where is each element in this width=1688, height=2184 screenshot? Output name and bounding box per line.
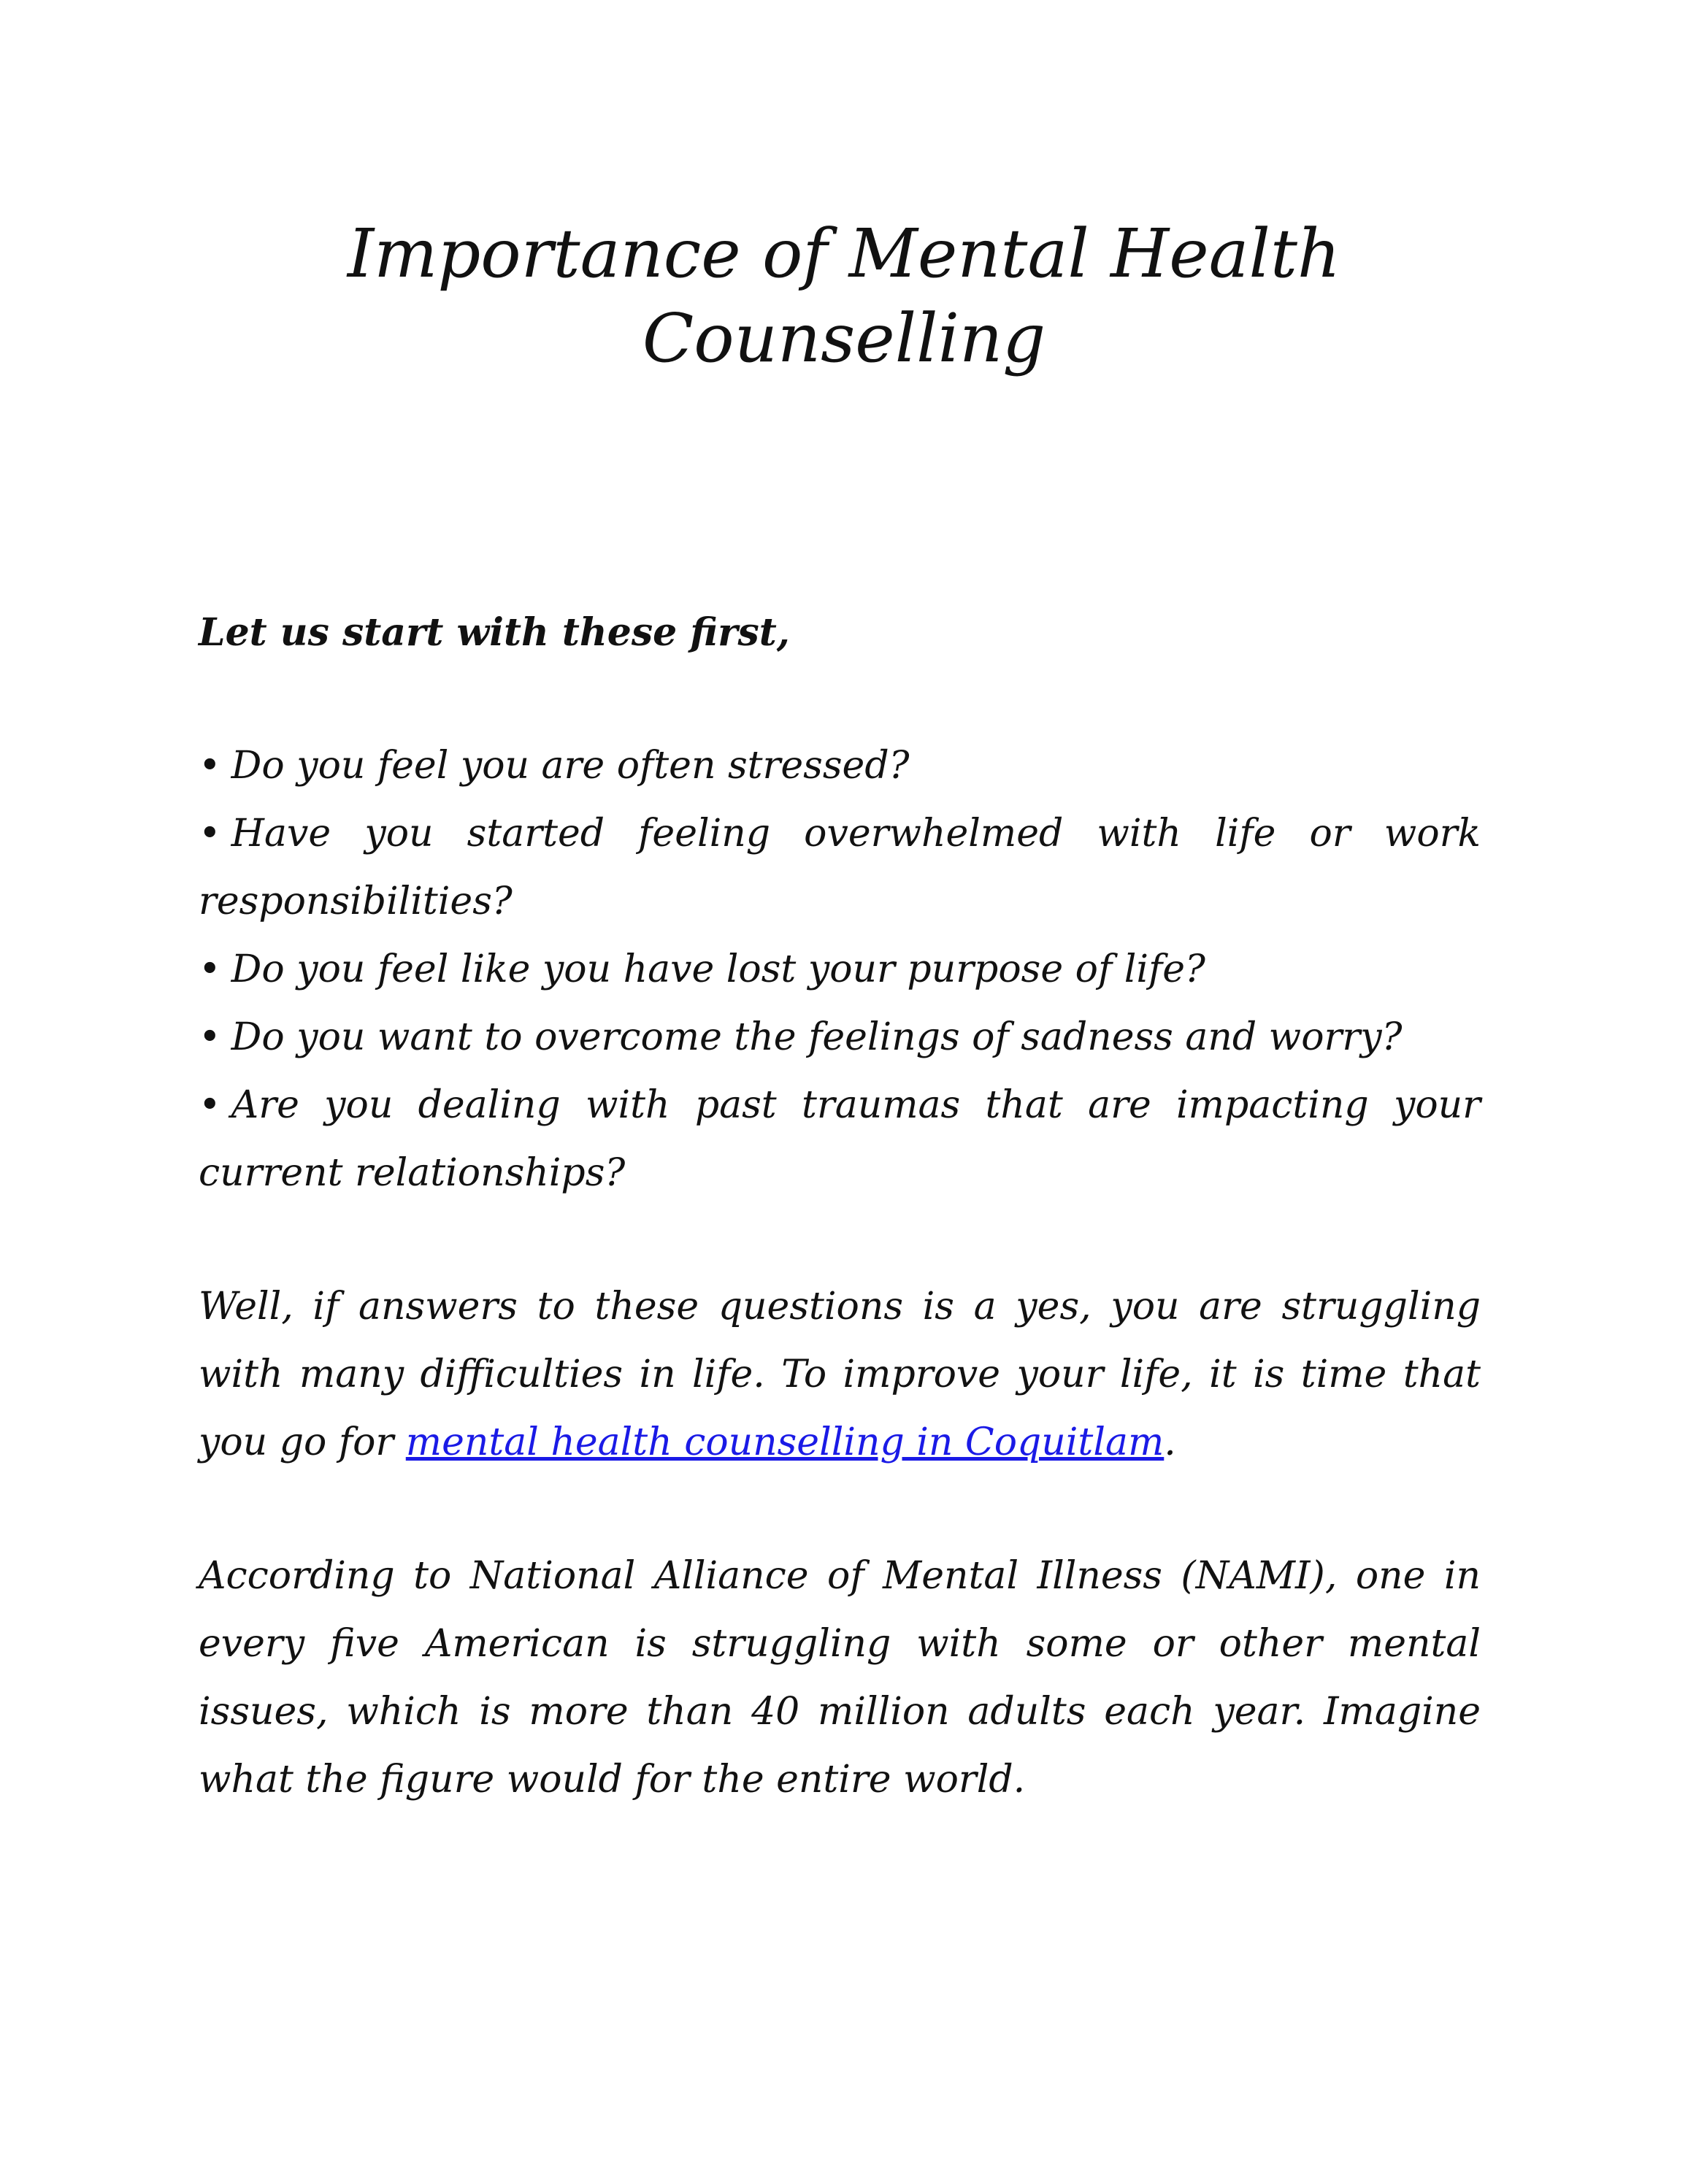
- question-text: Do you feel you are often stressed?: [231, 744, 910, 788]
- question-text: Do you want to overcome the feelings of sadness and worry?: [231, 1015, 1403, 1059]
- bullet-icon: •: [199, 1015, 221, 1059]
- list-item: [199, 800, 1481, 936]
- question-text: Have you started feeling overwhelmed with life or work responsibilities?: [199, 812, 1481, 923]
- question-list: [199, 732, 1481, 1207]
- list-item: [199, 1004, 1481, 1072]
- page-title-line-2: Counselling: [642, 299, 1046, 377]
- bullet-icon: •: [199, 812, 221, 855]
- bullet-icon: •: [199, 1083, 221, 1127]
- paragraph-answers-text: Well, if answers to these questions is a yes, you are struggling with many difficulties in life. To improve your life, it is time that you go for: [199, 1285, 1481, 1464]
- counselling-coquitlam-link[interactable]: mental health counselling in Coquitlam: [405, 1420, 1165, 1464]
- bullet-icon: •: [199, 947, 221, 991]
- question-text: Are you dealing with past traumas that are impacting your current relationships?: [199, 1083, 1481, 1195]
- paragraph-answers-period: .: [1164, 1420, 1176, 1464]
- question-text: Do you feel like you have lost your purpose of life?: [231, 947, 1205, 991]
- paragraph-nami-statistics: According to National Alliance of Mental Illness (NAMI), one in every five American is struggling with some or other mental issues, which is more than 40 million adults each year. Imagine what the figure would for the entire world.: [199, 1554, 1481, 1802]
- list-item: [199, 936, 1481, 1004]
- paragraph-answers: [199, 1273, 1481, 1477]
- page-title: [0, 212, 1688, 381]
- intro-heading: Let us start with these first,: [199, 610, 790, 655]
- page-title-line-1: Importance of Mental Health: [347, 215, 1341, 293]
- bullet-icon: •: [199, 744, 221, 788]
- list-item: [199, 732, 1481, 800]
- list-item: [199, 1072, 1481, 1207]
- document-body: [199, 599, 1481, 1880]
